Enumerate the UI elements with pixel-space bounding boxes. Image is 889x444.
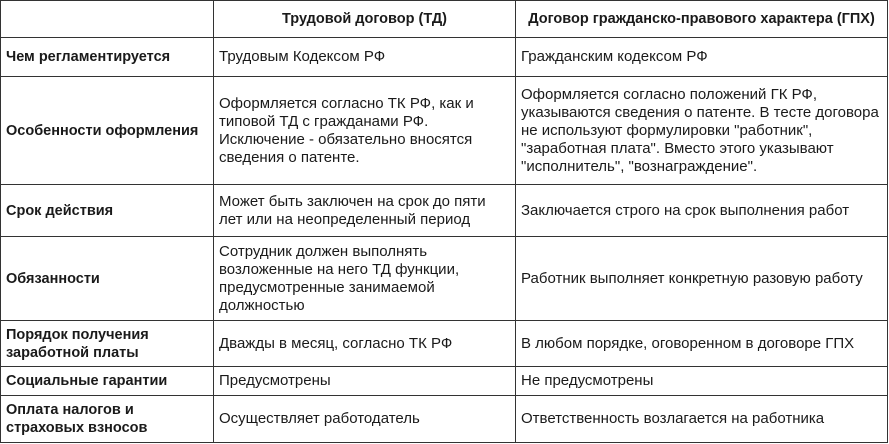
header-row bbox=[1, 1, 888, 38]
row-label: Оплата налогов и страховых взносов bbox=[1, 396, 214, 443]
civil-contract-cell: Ответственность возлагается на работника bbox=[516, 396, 888, 443]
civil-contract-cell: Работник выполняет конкретную разовую работу bbox=[516, 237, 888, 321]
row-label: Порядок получения заработной платы bbox=[1, 321, 214, 367]
row-label: Чем регламентируется bbox=[1, 38, 214, 77]
header-empty-cell bbox=[1, 1, 214, 38]
table-row bbox=[1, 38, 888, 77]
civil-contract-cell: В любом порядке, оговоренном в договоре ГПХ bbox=[516, 321, 888, 367]
table-row bbox=[1, 321, 888, 367]
row-label: Обязанности bbox=[1, 237, 214, 321]
table-row bbox=[1, 367, 888, 396]
civil-contract-cell: Не предусмотрены bbox=[516, 367, 888, 396]
labor-contract-cell: Оформляется согласно ТК РФ, как и типовой ТД с гражданами РФ. Исключение - обязательно вносятся сведения о патенте. bbox=[214, 77, 516, 185]
table-row bbox=[1, 396, 888, 443]
row-label: Социальные гарантии bbox=[1, 367, 214, 396]
table-row bbox=[1, 77, 888, 185]
header-civil-contract: Договор гражданско-правового характера (ГПХ) bbox=[516, 1, 888, 38]
table-row bbox=[1, 237, 888, 321]
labor-contract-cell: Трудовым Кодексом РФ bbox=[214, 38, 516, 77]
labor-contract-cell: Осуществляет работодатель bbox=[214, 396, 516, 443]
civil-contract-cell: Оформляется согласно положений ГК РФ, указываются сведения о патенте. В тесте договора не используют формулировки "работник", "заработная плата". Вместо этого указывают "исполнитель", "вознаграждение". bbox=[516, 77, 888, 185]
header-labor-contract: Трудовой договор (ТД) bbox=[214, 1, 516, 38]
row-label: Особенности оформления bbox=[1, 77, 214, 185]
labor-contract-cell: Может быть заключен на срок до пяти лет или на неопределенный период bbox=[214, 185, 516, 237]
labor-contract-cell: Предусмотрены bbox=[214, 367, 516, 396]
civil-contract-cell: Гражданским кодексом РФ bbox=[516, 38, 888, 77]
labor-contract-cell: Дважды в месяц, согласно ТК РФ bbox=[214, 321, 516, 367]
civil-contract-cell: Заключается строго на срок выполнения работ bbox=[516, 185, 888, 237]
row-label: Срок действия bbox=[1, 185, 214, 237]
labor-contract-cell: Сотрудник должен выполнять возложенные на него ТД функции, предусмотренные занимаемой должностью bbox=[214, 237, 516, 321]
table-row bbox=[1, 185, 888, 237]
